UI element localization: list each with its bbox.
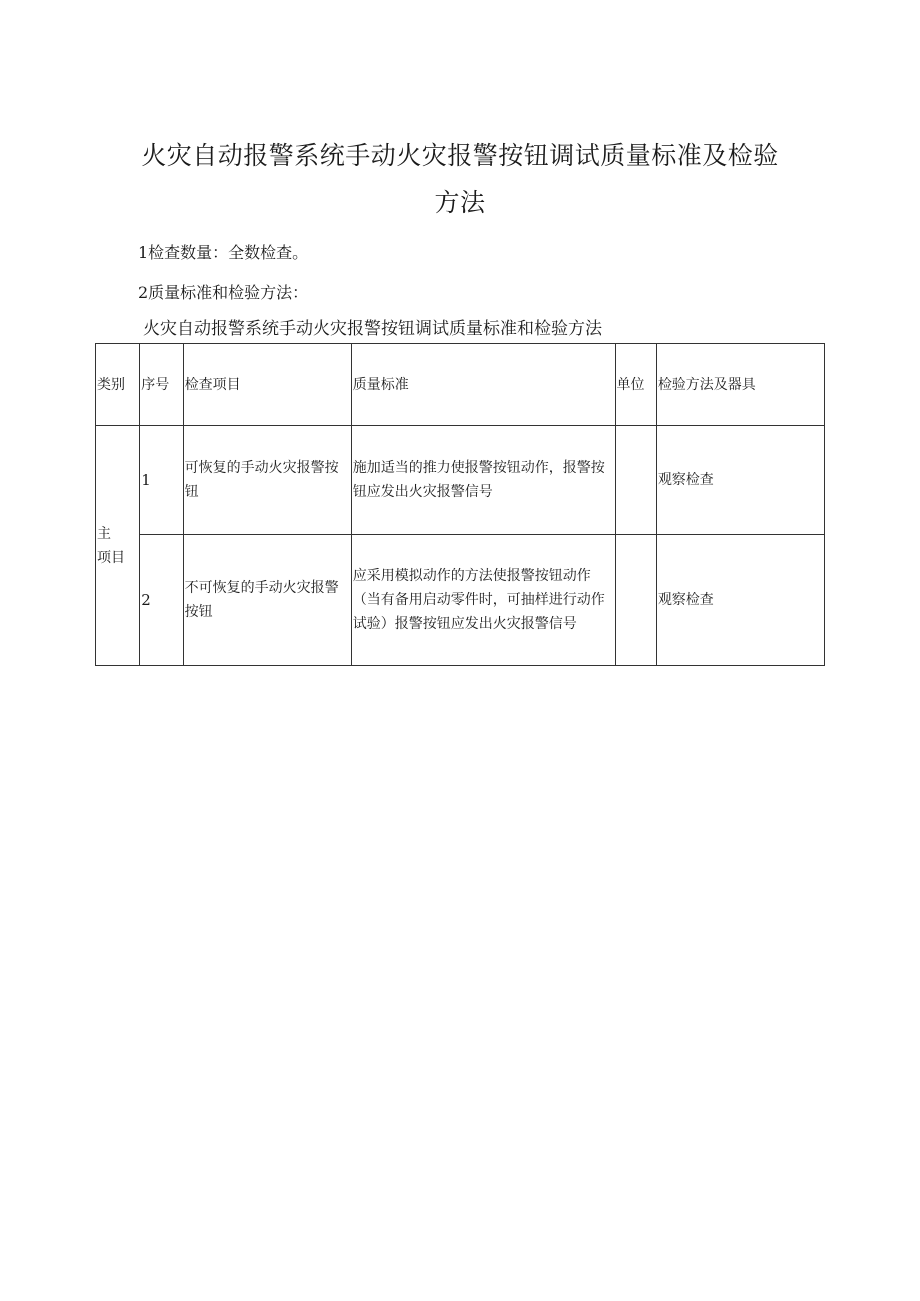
header-category: 类别: [96, 344, 140, 426]
row-item: 可恢复的手动火灾报警按钮: [183, 426, 351, 535]
row-method: 观察检查: [656, 535, 824, 666]
row-unit: [615, 535, 656, 666]
row-item: 不可恢复的手动火灾报警按钮: [183, 535, 351, 666]
header-item: 检查项目: [183, 344, 351, 426]
inspection-quantity-paragraph: 1检查数量：全数检查。: [138, 243, 309, 262]
category-main-cell: [96, 426, 140, 666]
quality-standard-paragraph: 2质量标准和检验方法：: [138, 283, 309, 302]
row-unit: [615, 426, 656, 535]
document-title-line-2: 方法: [434, 188, 486, 217]
row-number: 2: [140, 535, 183, 666]
table-caption: 火灾自动报警系统手动火灾报警按钮调试质量标准和检验方法: [143, 319, 602, 339]
category-main-line-1: 主: [97, 525, 111, 542]
table-row: [96, 426, 825, 535]
row-number: 1: [140, 426, 183, 535]
header-method: 检验方法及器具: [656, 344, 824, 426]
quality-standard-table: [95, 343, 825, 666]
row-standard: 应采用模拟动作的方法使报警按钮动作（当有备用启动零件时，可抽样进行动作试验）报警按钮应发出火灾报警信号: [351, 535, 615, 666]
category-main-line-2: 项目: [97, 549, 125, 566]
row-standard: 施加适当的推力使报警按钮动作，报警按钮应发出火灾报警信号: [351, 426, 615, 535]
header-unit: 单位: [615, 344, 656, 426]
row-method: 观察检查: [656, 426, 824, 535]
header-standard: 质量标准: [351, 344, 615, 426]
table-row: [96, 535, 825, 666]
header-number: 序号: [140, 344, 183, 426]
document-title-line-1: 火灾自动报警系统手动火灾报警按钮调试质量标准及检验: [141, 141, 779, 170]
table-header-row: [96, 344, 825, 426]
